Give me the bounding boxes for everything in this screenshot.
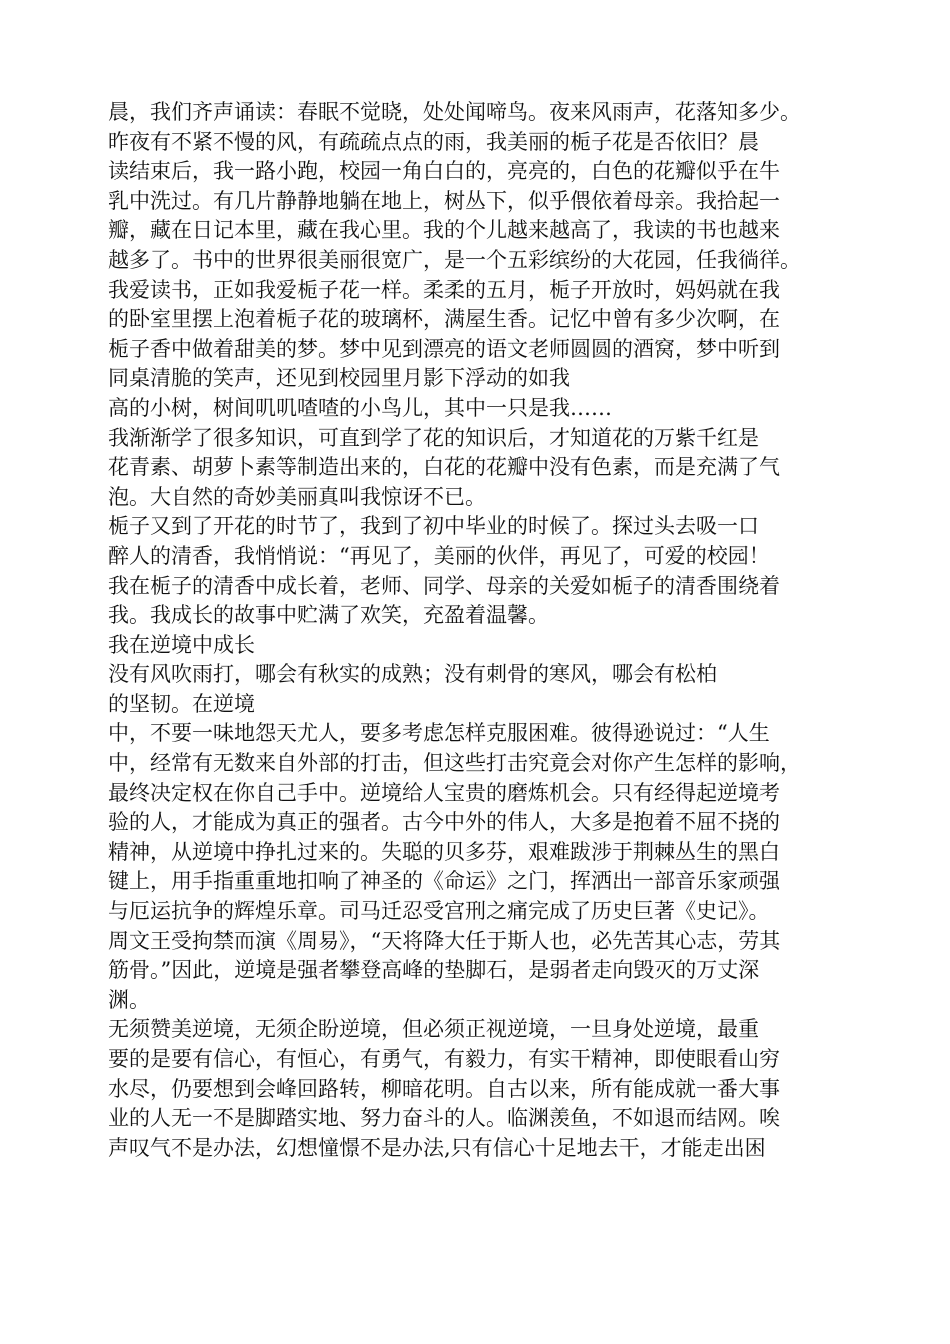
text-line: 乳中洗过。有几片静静地躺在地上，树丛下，似乎偎依着母亲。我拾起一 [108,188,780,213]
text-line: 中，经常有无数来自外部的打击，但这些打击究竟会对你产生怎样的影响， [108,751,801,776]
essay-text [108,98,908,1163]
text-line: 晨，我们齐声诵读：春眠不觉晓，处处闻啼鸟。夜来风雨声，花落知多少。 [108,100,801,124]
text-line: 的坚韧。在逆境 [108,691,255,716]
text-line: 泡。大自然的奇妙美丽真叫我惊讶不已。 [108,484,486,509]
text-line: 键上，用手指重重地扣响了神圣的《命运》之门，挥洒出一部音乐家顽强 [108,869,780,894]
text-line: 没有风吹雨打，哪会有秋实的成熟；没有刺骨的寒风，哪会有松柏 [108,662,717,687]
text-line: 栀子又到了开花的时节了，我到了初中毕业的时候了。探过头去吸一口 [108,514,759,539]
text-line: 渊。 [108,987,150,1012]
text-line: 高的小树，树间叽叽喳喳的小鸟儿，其中一只是我…… [108,395,612,420]
text-line: 业的人无一不是脚踏实地、努力奋斗的人。临渊羡鱼，不如退而结网。唉 [108,1106,780,1131]
text-line: 读结束后，我一路小跑，校园一角白白的，亮亮的，白色的花瓣似乎在牛 [108,159,780,184]
text-line: 验的人，才能成为真正的强者。古今中外的伟人，大多是抱着不屈不挠的 [108,810,780,835]
section-heading: 我在逆境中成长 [108,632,255,657]
text-line: 声叹气不是办法，幻想憧憬不是办法,只有信心十足地去干，才能走出困 [108,1135,766,1160]
text-line: 同桌清脆的笑声，还见到校园里月影下浮动的如我 [108,366,570,391]
text-line: 周文王受拘禁而演《周易》，“天将降大任于斯人也，必先苦其心志，劳其 [108,928,781,953]
text-line: 的卧室里摆上泡着栀子花的玻璃杯，满屋生香。记忆中曾有多少次啊，在 [108,307,780,332]
text-line: 要的是要有信心，有恒心，有勇气，有毅力，有实干精神，即使眼看山穷 [108,1047,780,1071]
text-line: 精神，从逆境中挣扎过来的。失聪的贝多芬，艰难跋涉于荆棘丛生的黑白 [108,839,780,864]
text-line: 我渐渐学了很多知识，可直到学了花的知识后，才知道花的万紫千红是 [108,425,759,450]
text-line: 花青素、胡萝卜素等制造出来的，白花的花瓣中没有色素，而是充满了气 [108,455,780,480]
text-line: 水尽，仍要想到会峰回路转，柳暗花明。自古以来，所有能成就一番大事 [108,1076,780,1101]
text-line: 昨夜有不紧不慢的风，有疏疏点点的雨，我美丽的栀子花是否依旧？晨 [108,129,759,154]
text-line: 我爱读书，正如我爱栀子花一样。柔柔的五月，栀子开放时，妈妈就在我 [108,277,780,302]
text-line: 我在栀子的清香中成长着，老师、同学、母亲的关爱如栀子的清香围绕着 [108,573,780,598]
text-line: 中，不要一味地怨天尤人，要多考虑怎样克服困难。彼得逊说过：“人生 [108,721,770,746]
text-line: 最终决定权在你自己手中。逆境给人宝贵的磨炼机会。只有经得起逆境考 [108,780,780,805]
text-line: 栀子香中做着甜美的梦。梦中见到漂亮的语文老师圆圆的酒窝，梦中听到 [108,336,780,361]
text-line: 越多了。书中的世界很美丽很宽广，是一个五彩缤纷的大花园，任我徜徉。 [108,247,801,272]
text-line: 无须赞美逆境，无须企盼逆境，但必须正视逆境，一旦身处逆境，最重 [108,1017,759,1042]
text-line: 瓣，藏在日记本里，藏在我心里。我的个儿越来越高了，我读的书也越来 [108,218,780,243]
text-line: 我。我成长的故事中贮满了欢笑，充盈着温馨。 [108,603,549,628]
text-line: 筋骨。”因此，逆境是强者攀登高峰的垫脚石，是弱者走向毁灭的万丈深 [108,958,760,983]
text-line: 醉人的清香，我悄悄说：“再见了，美丽的伙伴，再见了，可爱的校园！ [108,543,770,568]
text-line: 与厄运抗争的辉煌乐章。司马迁忍受宫刑之痛完成了历史巨著《史记》。 [108,899,770,924]
